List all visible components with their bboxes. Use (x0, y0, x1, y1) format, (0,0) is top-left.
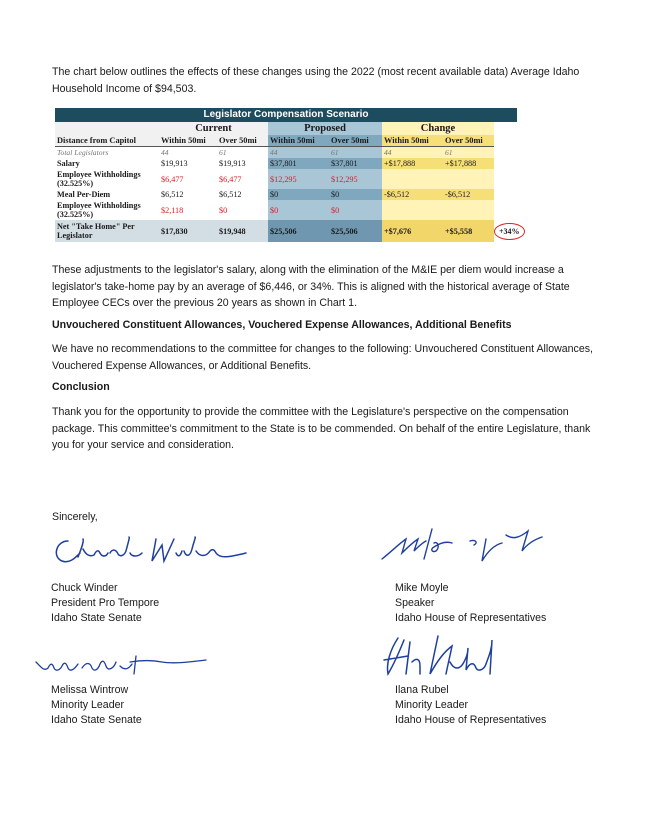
adjustments-paragraph: These adjustments to the legislator's salary, along with the elimination of the M&IE per diem would increase a legislator's take-home pay by an average of $6,446, or 34%. This is aligned with the historical average of State Employee CECs over the previous 20 years as shown in Chart 1. (52, 264, 570, 309)
percent-badge: +34% (494, 223, 525, 240)
allowances-paragraph: We have no recommendations to the committee for changes to the following: Unvouchered Constituent Allowances, Vouchered Expense Allowances, or Additional Benefits. (52, 343, 593, 372)
conclusion-paragraph: Thank you for the opportunity to provide the committee with the Legislature's perspective on the compensation package. This committee's commitment to the State is to be commended. On behalf of the entire Legislature, thank you for your service and consideration. (52, 406, 591, 451)
group-proposed: Proposed (268, 122, 382, 135)
header-proposed-within: Within 50mi (268, 135, 329, 147)
signature-chuck-winder (50, 527, 280, 575)
table-row: Total Legislators 44 61 44 61 44 61 (55, 147, 517, 159)
closing-salutation: Sincerely, (52, 511, 98, 523)
group-change: Change (382, 122, 494, 135)
signer-block-1: Chuck Winder President Pro Tempore Idaho State Senate (51, 582, 160, 624)
table-row: Salary $19,913 $19,913 $37,801 $37,801 +$17,888 +$17,888 (55, 158, 517, 169)
signer-block-3: Melissa Wintrow Minority Leader Idaho State Senate (51, 684, 142, 726)
signer-block-4: Ilana Rubel Minority Leader Idaho House of Representatives (395, 684, 547, 726)
header-distance: Distance from Capitol (55, 135, 159, 147)
table-row: Employee Withholdings (32.525%) $6,477 $6,477 $12,295 $12,295 (55, 169, 517, 189)
group-current: Current (159, 122, 268, 135)
table-row: Employee Withholdings (32.525%) $2,118 $0 $0 $0 (55, 200, 517, 220)
header-change-within: Within 50mi (382, 135, 443, 147)
signature-melissa-wintrow (34, 646, 214, 682)
table-title: Legislator Compensation Scenario (55, 108, 517, 122)
section-heading-allowances: Unvouchered Constituent Allowances, Vouchered Expense Allowances, Additional Benefits (52, 319, 512, 331)
header-current-within: Within 50mi (159, 135, 217, 147)
intro-paragraph: The chart below outlines the effects of these changes using the 2022 (most recent available data) Average Idaho Household Income of $94,503. (52, 66, 580, 95)
signer-block-2: Mike Moyle Speaker Idaho House of Representatives (395, 582, 547, 624)
header-current-over: Over 50mi (217, 135, 268, 147)
table-row: Meal Per-Diem $6,512 $6,512 $0 $0 -$6,512 -$6,512 (55, 189, 517, 200)
compensation-table (55, 108, 520, 242)
header-proposed-over: Over 50mi (329, 135, 382, 147)
section-heading-conclusion: Conclusion (52, 381, 110, 393)
signature-mike-moyle (378, 521, 558, 571)
header-change-over: Over 50mi (443, 135, 494, 147)
table-row-total: Net "Take Home" Per Legislator $17,830 $19,948 $25,506 $25,506 +$7,676 +$5,558 +34% (55, 220, 517, 242)
signature-ilana-rubel (380, 630, 510, 680)
